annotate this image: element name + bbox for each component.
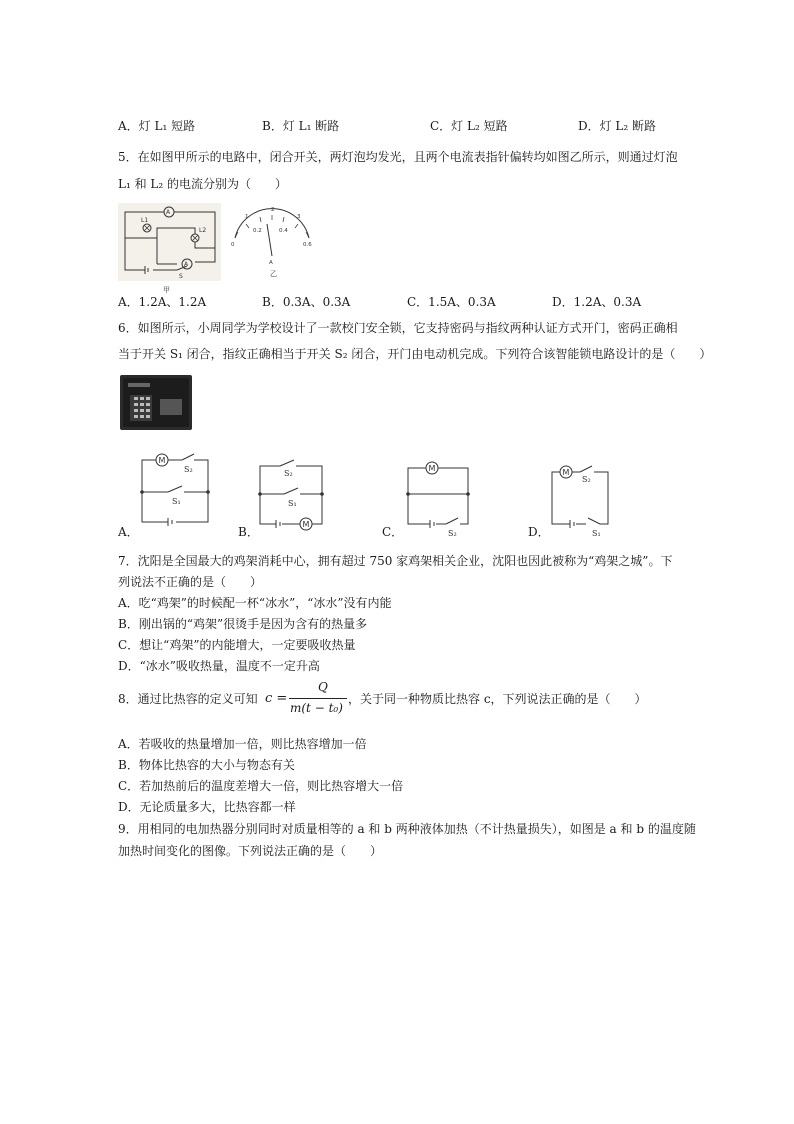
q6-circuit-b <box>256 460 326 532</box>
q8-fraction-bar <box>289 698 347 699</box>
q5-ammeter-figure <box>227 206 317 276</box>
q4-option-a: A．灯 L₁ 短路 <box>118 119 196 133</box>
q6-circuit-c <box>404 462 472 538</box>
q5-option-c: C．1.5A、0.3A <box>407 295 496 309</box>
s2-label: S₂ <box>184 465 193 474</box>
q7-stem-line2: 列说法不正确的是（ ） <box>118 575 263 589</box>
motor-label-d: M <box>562 468 570 477</box>
meter-unit: A <box>269 260 273 266</box>
motor-label-b: M <box>302 520 310 529</box>
s2-label-c: S₂ <box>448 529 457 538</box>
meter-tick-04: 0.4 <box>279 228 288 234</box>
svg-text:A: A <box>184 261 189 268</box>
q6-option-c: C． <box>382 525 404 539</box>
s2-label-b: S₂ <box>284 469 293 478</box>
q4-option-d: D．灯 L₂ 断路 <box>578 119 657 133</box>
q8-formula-numerator: Q <box>318 680 328 694</box>
q7-stem-line1: 7．沈阳是全国最大的鸡架消耗中心，拥有超过 750 家鸡架相关企业，沈阳也因此被称为“鸡架之城”。下 <box>118 554 673 568</box>
q6-circuit-a <box>138 454 212 526</box>
q6-option-b: B． <box>238 525 259 539</box>
svg-text:L1: L1 <box>141 217 149 224</box>
q6-circuit-d <box>548 466 612 538</box>
meter-tick-06: 0.6 <box>303 242 312 248</box>
q5-fig-right-label: 乙 <box>270 270 277 278</box>
q8-formula-denominator: m(t − t₀) <box>290 701 343 715</box>
s1-label: S₁ <box>172 497 181 506</box>
s1-label-b: S₁ <box>288 499 297 508</box>
q5-option-d: D．1.2A、0.3A <box>552 295 642 309</box>
meter-tick-02: 0.2 <box>253 228 262 234</box>
q4-option-c: C．灯 L₂ 短路 <box>430 119 508 133</box>
q8-option-d: D．无论质量多大，比热容都一样 <box>118 800 296 814</box>
q6-stem-line1: 6．如图所示，小周同学为学校设计了一款校门安全锁，它支持密码与指纹两种认证方式开门，密码正确相 <box>118 321 678 335</box>
q8-option-a: A．若吸收的热量增加一倍，则比热容增加一倍 <box>118 737 367 751</box>
q8-stem-prefix: 8．通过比热容的定义可知 <box>118 692 258 706</box>
q8-option-b: B．物体比热容的大小与物态有关 <box>118 758 295 772</box>
s2-label-d: S₂ <box>582 475 591 484</box>
svg-text:L2: L2 <box>199 227 207 234</box>
q5-option-b: B．0.3A、0.3A <box>262 295 351 309</box>
q7-option-b: B．刚出锅的“鸡架”很烫手是因为含有的热量多 <box>118 617 368 631</box>
q5-stem-line1: 5．在如图甲所示的电路中，闭合开关，两灯泡均发光，且两个电流表指针偏转均如图乙所示，则通过灯泡 <box>118 150 678 164</box>
q6-stem-line2: 当于开关 S₁ 闭合，指纹正确相当于开关 S₂ 闭合，开门由电动机完成。下列符合该智能锁电路设计的是（ ） <box>118 347 712 361</box>
svg-text:A: A <box>166 209 171 216</box>
motor-label: M <box>158 456 166 465</box>
q5-fig-left-label: 甲 <box>163 286 170 294</box>
q7-option-d: D．“冰水”吸收热量，温度不一定升高 <box>118 659 320 673</box>
q7-option-c: C．想让“鸡架”的内能增大，一定要吸收热量 <box>118 638 356 652</box>
meter-top-tick-2: 2 <box>271 207 275 213</box>
q6-option-a: A． <box>118 525 139 539</box>
meter-top-tick-1: 1 <box>245 214 249 220</box>
q5-option-a: A．1.2A、1.2A <box>118 295 207 309</box>
q8-option-c: C．若加热前后的温度差增大一倍，则比热容增大一倍 <box>118 779 404 793</box>
q4-option-b: B．灯 L₁ 断路 <box>262 119 340 133</box>
q5-circuit-figure <box>117 202 222 294</box>
q8-formula-lhs: c = <box>265 691 288 706</box>
q7-option-a: A．吃“鸡架”的时候配一杯“冰水”，“冰水”没有内能 <box>118 596 392 610</box>
q9-stem-line2: 加热时间变化的图像。下列说法正确的是（ ） <box>118 844 383 858</box>
smart-lock-photo <box>120 375 192 430</box>
meter-top-tick-3: 3 <box>297 214 301 220</box>
q5-stem-line2: L₁ 和 L₂ 的电流分别为（ ） <box>118 177 288 191</box>
motor-label-c: M <box>428 464 436 473</box>
s1-label-d: S₁ <box>592 529 601 538</box>
meter-tick-0: 0 <box>231 242 235 248</box>
q8-stem-suffix: ，关于同一种物质比热容 c，下列说法正确的是（ ） <box>348 692 647 706</box>
q6-option-d: D． <box>528 525 550 539</box>
svg-text:S: S <box>179 273 183 280</box>
q9-stem-line1: 9．用相同的电加热器分别同时对质量相等的 a 和 b 两种液体加热（不计热量损失），如图是 a 和 b 的温度随 <box>118 822 696 836</box>
